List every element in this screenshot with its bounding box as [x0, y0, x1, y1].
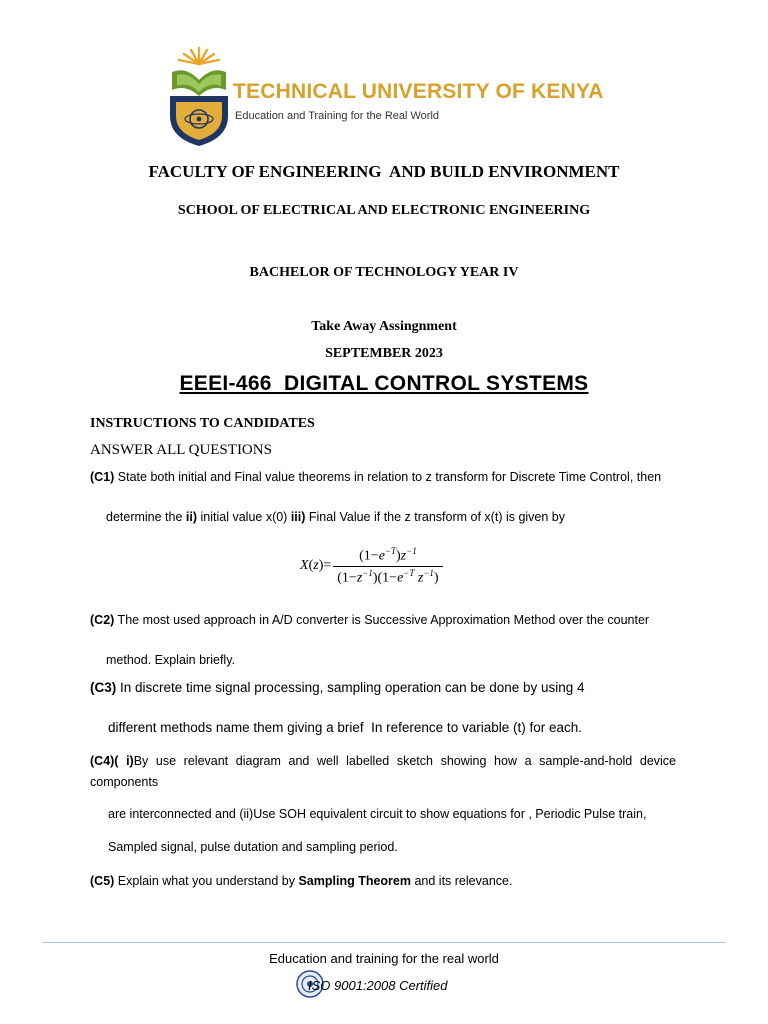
question-c5: (C5) Explain what you understand by Sampling Theorem and its relevance.	[90, 874, 513, 888]
question-c3-line2: different methods name them giving a brief In reference to variable (t) for each.	[108, 720, 582, 735]
formula-lhs: X(z)=	[300, 558, 332, 574]
school-heading: SCHOOL OF ELECTRICAL AND ELECTRONIC ENGINEERING	[177, 203, 591, 218]
course-title: EEEI-466 DIGITAL CONTROL SYSTEMS	[179, 372, 589, 395]
question-c4-label: (C4)( i)	[90, 754, 134, 768]
c1-formula	[300, 546, 443, 586]
footer-divider	[42, 942, 726, 943]
question-c1-text: State both initial and Final value theorems in relation to z transform for Discrete Time Control, then	[114, 470, 662, 484]
question-c2-line2: method. Explain briefly.	[106, 653, 235, 667]
question-c4-line3: Sampled signal, pulse dutation and sampling period.	[108, 840, 398, 854]
question-c4-line1b: components	[90, 775, 159, 789]
question-c2-label: (C2)	[90, 613, 115, 627]
question-c4-line2: are interconnected and (ii)Use SOH equivalent circuit to show equations for , Periodic Pulse train,	[108, 807, 647, 821]
university-name: TECHNICAL UNIVERSITY OF KENYA	[233, 80, 604, 103]
iso-certification: ISO 9001:2008 Certified	[308, 978, 448, 993]
formula-fraction	[333, 546, 442, 586]
formula-denominator: $(1-z^{-1})(1-e^{-T}$ $z^{-1}$)	[337, 567, 439, 586]
question-c1-line2: determine the ii) initial value x(0) iii) Final Value if the z transform of x(t) is given by	[106, 510, 566, 524]
question-c5-label: (C5)	[90, 874, 115, 888]
question-c2-line1: (C2) The most used approach in A/D converter is Successive Approximation Method over the counter	[90, 613, 650, 627]
answer-all-instruction: ANSWER ALL QUESTIONS	[90, 442, 272, 458]
instructions-title: INSTRUCTIONS TO CANDIDATES	[90, 416, 315, 431]
exam-type: Take Away Assingnment	[311, 319, 457, 334]
question-c3-line1: (C3) In discrete time signal processing, sampling operation can be done by using 4	[90, 680, 585, 695]
formula-numerator: $(1-e^{-T})z^{-1}$	[333, 546, 442, 567]
question-c1-label: (C1)	[90, 470, 115, 484]
programme-heading: BACHELOR OF TECHNOLOGY YEAR IV	[249, 265, 519, 280]
faculty-heading: FACULTY OF ENGINEERING AND BUILD ENVIRONMENT	[148, 162, 620, 181]
exam-date: SEPTEMBER 2023	[325, 346, 443, 361]
university-tagline: Education and Training for the Real World	[235, 110, 440, 122]
question-c3-label: (C3)	[90, 680, 117, 695]
university-logo-icon	[168, 46, 230, 148]
question-c1-line1	[90, 470, 661, 484]
question-c4-line1: (C4)( i)By use relevant diagram and well labelled sketch showing how a sample-and-hold device	[90, 754, 677, 768]
footer-slogan: Education and training for the real world	[269, 951, 499, 966]
